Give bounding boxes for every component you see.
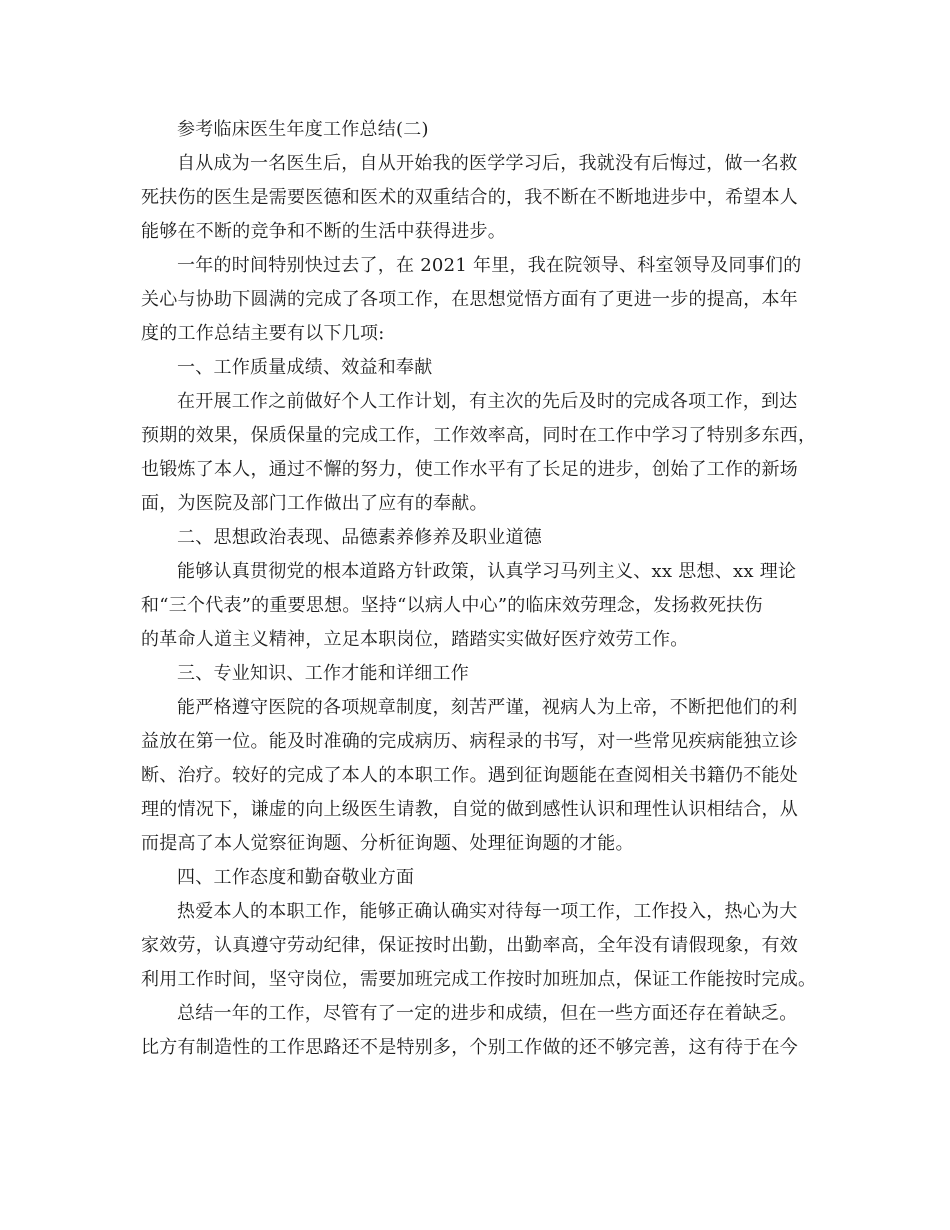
text-line: 死扶伤的医生是需要医德和医术的双重结合的，我不断在不断地进步中，希望本人 [141, 187, 798, 208]
document-title: 参考临床医生年度工作总结(二) [177, 119, 429, 140]
text-line: 理的情况下，谦虚的向上级医生请教，自觉的做到感性认识和理性认识相结合，从 [141, 799, 798, 820]
text-line: 能严格遵守医院的各项规章制度，刻苦严谨，视病人为上帝，不断把他们的利 [177, 697, 798, 718]
section-heading: 一、工作质量成绩、效益和奉献 [177, 357, 433, 378]
text-line: 比方有制造性的工作思路还不是特别多，个别工作做的还不够完善，这有待于在今 [141, 1037, 798, 1058]
section-heading: 四、工作态度和勤奋敬业方面 [177, 867, 415, 888]
text-line: 预期的效果，保质保量的完成工作，工作效率高，同时在工作中学习了特别多东西， [141, 425, 817, 446]
text-line: 也锻炼了本人，通过不懈的努力，使工作水平有了长足的进步，创始了工作的新场 [141, 459, 798, 480]
text-line: 面，为医院及部门工作做出了应有的奉献。 [141, 493, 488, 514]
text-line: 一年的时间特别快过去了，在 2021 年里，我在院领导、科室领导及同事们的 [177, 255, 802, 276]
text-line: 利用工作时间，坚守岗位，需要加班完成工作按时加班加点，保证工作能按时完成。 [141, 969, 817, 990]
text-line: 度的工作总结主要有以下几项: [141, 323, 385, 344]
text-line: 总结一年的工作，尽管有了一定的进步和成绩，但在一些方面还存在着缺乏。 [177, 1003, 798, 1024]
text-line: 在开展工作之前做好个人工作计划，有主次的先后及时的完成各项工作，到达 [177, 391, 798, 412]
text-line: 家效劳，认真遵守劳动纪律，保证按时出勤，出勤率高，全年没有请假现象，有效 [141, 935, 798, 956]
text-line: 能够在不断的竞争和不断的生活中获得进步。 [141, 221, 506, 242]
text-line: 益放在第一位。能及时准确的完成病历、病程录的书写，对一些常见疾病能独立诊 [141, 731, 798, 752]
text-line: 断、治疗。较好的完成了本人的本职工作。遇到征询题能在查阅相关书籍仍不能处 [141, 765, 798, 786]
text-line: 而提高了本人觉察征询题、分析征询题、处理征询题的才能。 [141, 833, 634, 854]
text-line: 和“三个代表”的重要思想。坚持“以病人中心”的临床效劳理念，发扬救死扶伤 [141, 595, 763, 616]
text-line: 关心与协助下圆满的完成了各项工作，在思想觉悟方面有了更进一步的提高，本年 [141, 289, 798, 310]
text-line: 的革命人道主义精神，立足本职岗位，踏踏实实做好医疗效劳工作。 [141, 629, 689, 650]
section-heading: 二、思想政治表现、品德素养修养及职业道德 [177, 527, 542, 548]
document-body [141, 113, 827, 1065]
section-heading: 三、专业知识、工作才能和详细工作 [177, 663, 469, 684]
text-line: 能够认真贯彻党的根本道路方针政策，认真学习马列主义、xx 思想、xx 理论 [177, 561, 797, 582]
text-line: 热爱本人的本职工作，能够正确认确实对待每一项工作，工作投入，热心为大 [177, 901, 798, 922]
text-line: 自从成为一名医生后，自从开始我的医学学习后，我就没有后悔过，做一名救 [177, 153, 798, 174]
